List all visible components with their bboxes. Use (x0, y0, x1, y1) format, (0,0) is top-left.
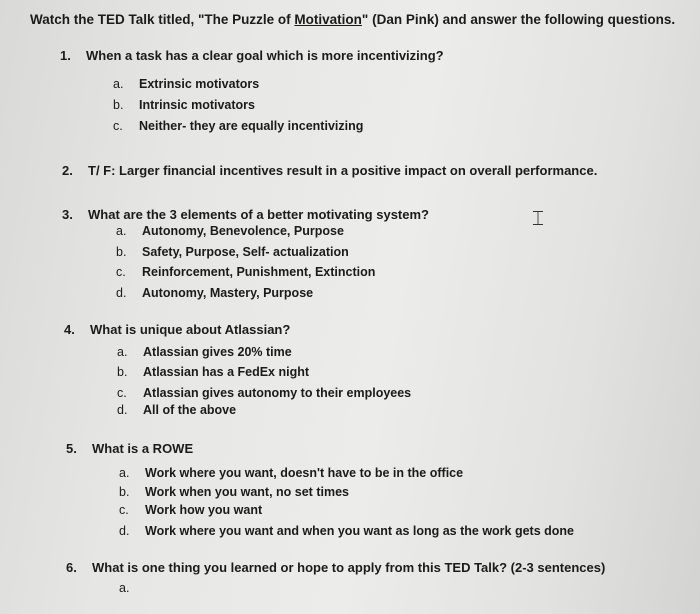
option-letter: c. (117, 386, 127, 400)
option-text: Neither- they are equally incentivizing (139, 119, 364, 133)
question-4-option-a (117, 344, 292, 360)
option-text: Work how you want (145, 503, 263, 517)
option-text: Reinforcement, Punishment, Extinction (142, 265, 376, 279)
question-4-option-c (117, 385, 411, 401)
question-text: T/ F: Larger financial incentives result in a positive impact on overall performance. (88, 163, 598, 178)
question-5-option-c (119, 502, 262, 518)
option-letter: d. (116, 286, 127, 300)
option-letter: d. (117, 403, 128, 417)
question-text: What is unique about Atlassian? (90, 322, 291, 337)
option-text: Autonomy, Benevolence, Purpose (142, 224, 344, 238)
title-prefix: Watch the TED Talk titled, "The Puzzle of (30, 12, 295, 27)
question-1-option-a (113, 76, 259, 92)
question-number: 1. (60, 48, 71, 63)
option-letter: b. (119, 485, 130, 499)
option-text: All of the above (143, 403, 237, 417)
question-text: What is a ROWE (92, 441, 194, 456)
option-text: Extrinsic motivators (139, 77, 260, 91)
question-6-option-a[interactable] (119, 580, 145, 596)
question-1 (60, 48, 444, 64)
question-5-option-d (119, 523, 574, 539)
option-text: Work where you want and when you want as long as the work gets done (145, 524, 575, 538)
option-letter: a. (116, 224, 127, 238)
option-letter: a. (119, 466, 130, 480)
question-3-option-d (116, 285, 313, 301)
title-suffix: " (Dan Pink) and answer the following questions. (361, 12, 676, 27)
text-cursor-icon: ⌶ (532, 206, 544, 230)
question-number: 4. (64, 322, 75, 337)
question-1-option-c (113, 118, 363, 134)
question-text: What is one thing you learned or hope to apply from this TED Talk? (2-3 sentences) (92, 560, 606, 575)
option-letter: a. (113, 77, 124, 91)
question-4-option-d (117, 402, 236, 418)
option-text: Intrinsic motivators (139, 98, 255, 112)
question-3-option-c (116, 264, 375, 280)
question-5-option-a (119, 465, 463, 481)
question-number: 2. (62, 163, 73, 178)
question-number: 5. (66, 441, 77, 456)
option-letter: c. (119, 503, 129, 517)
option-letter: c. (113, 119, 123, 133)
option-text: Autonomy, Mastery, Purpose (142, 286, 314, 300)
option-text: Safety, Purpose, Self- actualization (142, 245, 349, 259)
question-3 (62, 207, 429, 223)
option-text: Atlassian has a FedEx night (143, 365, 310, 379)
option-text: Atlassian gives autonomy to their employees (143, 386, 412, 400)
question-3-option-a (116, 223, 344, 239)
option-letter: b. (116, 245, 127, 259)
question-5-option-b (119, 484, 349, 500)
option-text: Atlassian gives 20% time (143, 345, 292, 359)
option-letter: d. (119, 524, 130, 538)
worksheet-title (30, 12, 675, 28)
title-underlined-word: Motivation (294, 12, 362, 27)
option-letter: b. (117, 365, 128, 379)
question-6 (66, 560, 605, 576)
option-text: Work where you want, doesn't have to be in the office (145, 466, 464, 480)
option-letter: a. (119, 581, 130, 595)
option-letter: a. (117, 345, 128, 359)
question-2 (62, 163, 597, 179)
question-5 (66, 441, 193, 457)
question-text: What are the 3 elements of a better motivating system? (88, 207, 429, 222)
question-3-option-b (116, 244, 349, 260)
question-number: 6. (66, 560, 77, 575)
question-number: 3. (62, 207, 73, 222)
option-letter: c. (116, 265, 126, 279)
option-letter: b. (113, 98, 124, 112)
question-4 (64, 322, 290, 338)
option-text: Work when you want, no set times (145, 485, 349, 499)
question-text: When a task has a clear goal which is more incentivizing? (86, 48, 444, 63)
question-4-option-b (117, 364, 309, 380)
question-1-option-b (113, 97, 255, 113)
